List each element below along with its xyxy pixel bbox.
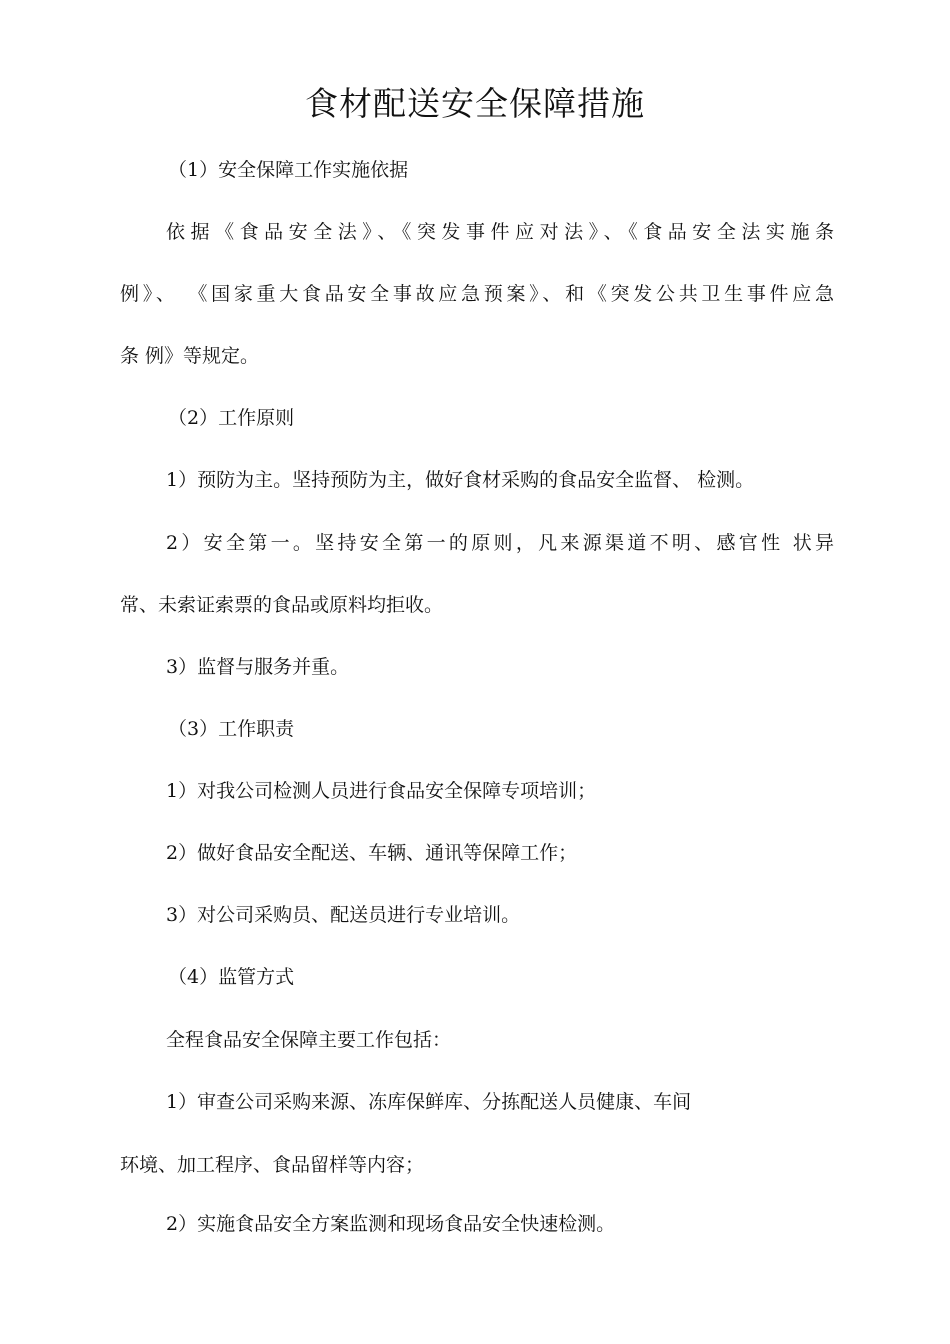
section-heading-basis: （1）安全保障工作实施依据 xyxy=(168,159,409,181)
section-heading-principles: （2）工作原则 xyxy=(168,407,295,429)
list-item: 1）审查公司采购来源、冻库保鲜库、分拣配送人员健康、车间 xyxy=(166,1091,692,1113)
list-item: 3）监督与服务并重。 xyxy=(166,656,350,678)
section-heading-duties: （3）工作职责 xyxy=(168,718,295,740)
paragraph-line: 常、未索证索票的食品或原料均拒收。 xyxy=(120,594,444,616)
paragraph-line: 依据《食品安全法》、《突发事件应对法》、《食品安全法实施条 xyxy=(166,221,834,243)
list-item: 1）预防为主。坚持预防为主，做好食材采购的食品安全监督、 检测。 xyxy=(166,469,755,491)
list-item: 2）做好食品安全配送、车辆、通讯等保障工作； xyxy=(166,842,578,864)
document-title: 食材配送安全保障措施 xyxy=(305,84,645,123)
paragraph-line: 全程食品安全保障主要工作包括： xyxy=(166,1029,452,1051)
list-item: 2）实施食品安全方案监测和现场食品安全快速检测。 xyxy=(166,1213,616,1235)
paragraph-line: 环境、加工程序、食品留样等内容； xyxy=(120,1154,425,1176)
paragraph-line: 例》、 《国家重大食品安全事故应急预案》、和《突发公共卫生事件应急 xyxy=(120,283,834,305)
section-heading-supervision: （4）监管方式 xyxy=(168,966,295,988)
list-item: 3）对公司采购员、配送员进行专业培训。 xyxy=(166,904,521,926)
list-item: 1）对我公司检测人员进行食品安全保障专项培训； xyxy=(166,780,597,802)
list-item: 2）安全第一。坚持安全第一的原则，凡来源渠道不明、感官性 状异 xyxy=(166,532,834,554)
paragraph-line: 条 例》等规定。 xyxy=(120,345,260,367)
